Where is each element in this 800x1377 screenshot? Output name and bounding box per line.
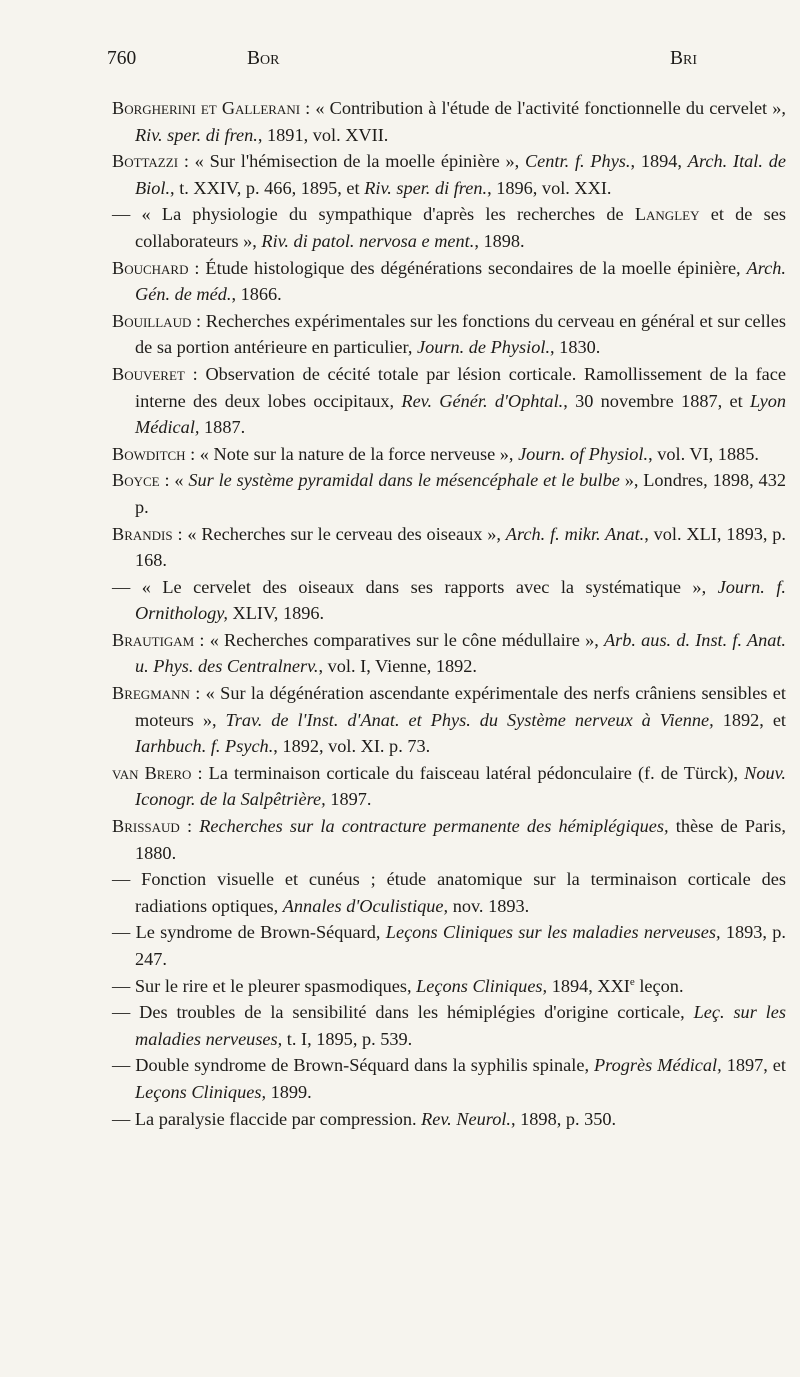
bibliography-entry xyxy=(112,973,786,1000)
entry-text: , 1898. xyxy=(474,230,525,251)
entry-text: Langley xyxy=(634,204,700,225)
entry-source-title: Recherches sur la contracture permanente des hémiplégiques, xyxy=(199,816,669,837)
entry-text: , 1894, xyxy=(630,151,688,172)
entry-author: Borgherini et Gallerani xyxy=(112,98,301,118)
page-number: 760 xyxy=(107,48,137,69)
bibliography-entry xyxy=(112,308,786,361)
entry-author: Brandis xyxy=(112,523,173,544)
bibliography-entry xyxy=(112,467,786,520)
entry-text: », Londres, 1898, 432 p. xyxy=(135,470,786,517)
entry-text: : Recherches expérimentales sur les fonctions du cerveau en général et sur celles de sa portion antérieure en particulier, xyxy=(135,310,786,358)
bibliography-entry xyxy=(112,361,786,441)
entry-text: : « Sur l'hémisection de la moelle épinière », xyxy=(178,151,525,172)
entry-source-title: Lyon Médical, xyxy=(135,390,786,438)
entry-text: , 1891, vol. XVII. xyxy=(257,124,389,145)
entry-text: t. I, 1895, p. 539. xyxy=(282,1028,413,1049)
entry-source-title: Nouv. Iconogr. de la Salpêtrière, xyxy=(135,762,786,810)
entry-text: — « Le cervelet des oiseaux dans ses rapports avec la systématique », xyxy=(112,576,718,597)
entry-text: 1893, p. 247. xyxy=(135,922,786,969)
entry-source-title: Riv. sper. di fren. xyxy=(135,124,258,145)
entry-text: 1897. xyxy=(325,789,372,810)
entry-text: : « Note sur la nature de la force nerveuse », xyxy=(185,443,519,464)
entry-text: 1899. xyxy=(266,1081,312,1102)
entry-source-title: Rev. Neurol. xyxy=(421,1108,511,1129)
entry-text: — Fonction visuelle et cunéus ; étude anatomique sur la terminaison corticale des radiations optiques, xyxy=(112,869,786,916)
entry-source-title: Leçons Cliniques, xyxy=(135,1081,267,1102)
bibliography-entry xyxy=(112,866,786,919)
bibliography-entry xyxy=(112,1106,786,1133)
bibliography-entry xyxy=(112,680,786,760)
entry-text: : « xyxy=(159,470,189,491)
entry-source-title: Arb. aus. d. Inst. f. Anat. u. Phys. des Centralnerv. xyxy=(135,629,786,677)
entry-text: : « Recherches sur le cerveau des oiseaux », xyxy=(172,523,506,544)
entry-text: 1892, et xyxy=(713,709,787,730)
entry-author: van Brero xyxy=(112,762,192,783)
entry-author: Bottazzi xyxy=(112,151,179,172)
entry-author: Bowditch xyxy=(112,443,186,464)
entry-author: Bouchard xyxy=(112,257,189,278)
entry-text: , 1896, vol. XXI. xyxy=(487,177,612,198)
entry-text: — Des troubles de la sensibilité dans les hémiplégies d'origine corticale, xyxy=(112,1002,694,1023)
entry-text: , 1866. xyxy=(231,284,282,305)
entry-author: Brissaud xyxy=(112,816,180,837)
entry-text: e xyxy=(629,975,635,988)
bibliography-entry xyxy=(112,95,786,148)
bibliography-entry xyxy=(112,255,786,308)
bibliography-entry xyxy=(112,441,786,468)
entry-source-title: Centr. f. Phys. xyxy=(524,151,631,172)
entry-source-title: Leç. sur les maladies nerveuses, xyxy=(135,1002,786,1049)
entry-text: : « Sur la dégénération ascendante expérimentale des nerfs crâniens sensibles et moteurs », xyxy=(135,683,786,730)
entry-author: Brautigam xyxy=(112,629,195,650)
entry-text: : Étude histologique des dégénérations secondaires de la moelle épinière, xyxy=(188,257,747,278)
entry-source-title: Rev. Génér. d'Ophtal. xyxy=(401,390,564,411)
entry-text: , vol. I, Vienne, 1892. xyxy=(318,656,477,677)
bibliography-entry xyxy=(112,999,786,1052)
bibliography-entry xyxy=(112,1052,786,1105)
entry-text: , 30 novembre 1887, et xyxy=(563,390,750,411)
bibliography-entry xyxy=(112,813,786,866)
entry-text: , 1898, p. 350. xyxy=(511,1108,617,1129)
header-left-word: Bor xyxy=(247,48,280,69)
entry-text: leçon. xyxy=(634,975,684,996)
entry-source-title: Progrès Médical, xyxy=(594,1055,722,1076)
entry-text: : « Contribution à l'étude de l'activité fonctionnelle du cervelet », xyxy=(300,98,786,118)
entry-text: , vol. VI, 1885. xyxy=(648,443,759,464)
entry-text: , 1830. xyxy=(550,337,601,358)
entry-text: , vol. XLI, 1893, p. 168. xyxy=(135,523,786,571)
entry-text: , t. XXIV, p. 466, 1895, et xyxy=(170,177,365,198)
entry-source-title: Leçons Cliniques sur les maladies nerveuses, xyxy=(385,922,721,943)
entry-text: XLIV, 1896. xyxy=(227,603,325,624)
bibliography-list xyxy=(112,95,786,1132)
entry-text: 1897, et xyxy=(721,1055,786,1076)
bibliography-entry xyxy=(112,627,786,680)
entry-text: — Double syndrome de Brown-Séquard dans la syphilis spinale, xyxy=(112,1055,595,1076)
entry-source-title: Riv. sper. di fren. xyxy=(364,177,488,198)
entry-source-title: Sur le système pyramidal dans le mésencéphale et le bulbe xyxy=(188,470,620,491)
entry-source-title: Leçons Cliniques, xyxy=(416,975,548,996)
entry-text: et de ses collaborateurs », xyxy=(135,204,786,251)
entry-text: : xyxy=(179,816,200,837)
entry-source-title: Arch. Ital. de Biol. xyxy=(135,151,786,198)
bibliography-entry xyxy=(112,521,786,574)
bibliography-entry xyxy=(112,760,786,813)
entry-text: : Observation de cécité totale par lésion corticale. Ramollissement de la face interne des deux lobes occipitaux, xyxy=(135,363,786,411)
header-right-word: Bri xyxy=(670,48,698,69)
entry-author: Bouveret xyxy=(112,363,185,384)
bibliography-entry xyxy=(112,574,786,627)
bibliography-entry xyxy=(112,148,786,201)
entry-author: Bouillaud xyxy=(112,310,192,331)
entry-text: thèse de Paris, 1880. xyxy=(135,816,786,863)
entry-source-title: Arch. f. mikr. Anat. xyxy=(505,523,645,544)
entry-text: — La paralysie flaccide par compression. xyxy=(112,1108,422,1129)
entry-author: Bregmann xyxy=(112,683,190,704)
entry-source-title: Iarhbuch. f. Psych. xyxy=(135,736,274,757)
entry-source-title: Arch. Gén. de méd. xyxy=(135,257,786,305)
entry-author: Boyce xyxy=(112,470,160,491)
entry-text: , 1892, vol. XI. p. 73. xyxy=(273,736,431,757)
entry-text: : « Recherches comparatives sur le cône médullaire », xyxy=(194,629,604,650)
running-header xyxy=(107,48,760,78)
entry-text: 1894, XXI xyxy=(547,975,630,996)
entry-text: nov. 1893. xyxy=(448,895,530,916)
entry-source-title: Journ. of Physiol. xyxy=(518,443,649,464)
entry-source-title: Annales d'Oculistique, xyxy=(282,895,449,916)
bibliography-entry xyxy=(112,919,786,972)
entry-text: — « La physiologie du sympathique d'après les recherches de xyxy=(112,204,635,225)
entry-source-title: Trav. de l'Inst. d'Anat. et Phys. du Système nerveux à Vienne, xyxy=(225,709,714,730)
entry-text: 1887. xyxy=(199,417,246,438)
entry-text: — Sur le rire et le pleurer spasmodiques, xyxy=(112,975,417,996)
entry-source-title: Journ. de Physiol. xyxy=(417,337,551,358)
entry-text: — Le syndrome de Brown-Séquard, xyxy=(112,922,386,943)
entry-source-title: Riv. di patol. nervosa e ment. xyxy=(261,230,475,251)
entry-text: : La terminaison corticale du faisceau latéral pédonculaire (f. de Türck), xyxy=(191,762,745,783)
bibliography-entry xyxy=(112,201,786,254)
entry-source-title: Journ. f. Ornithology, xyxy=(135,576,786,624)
